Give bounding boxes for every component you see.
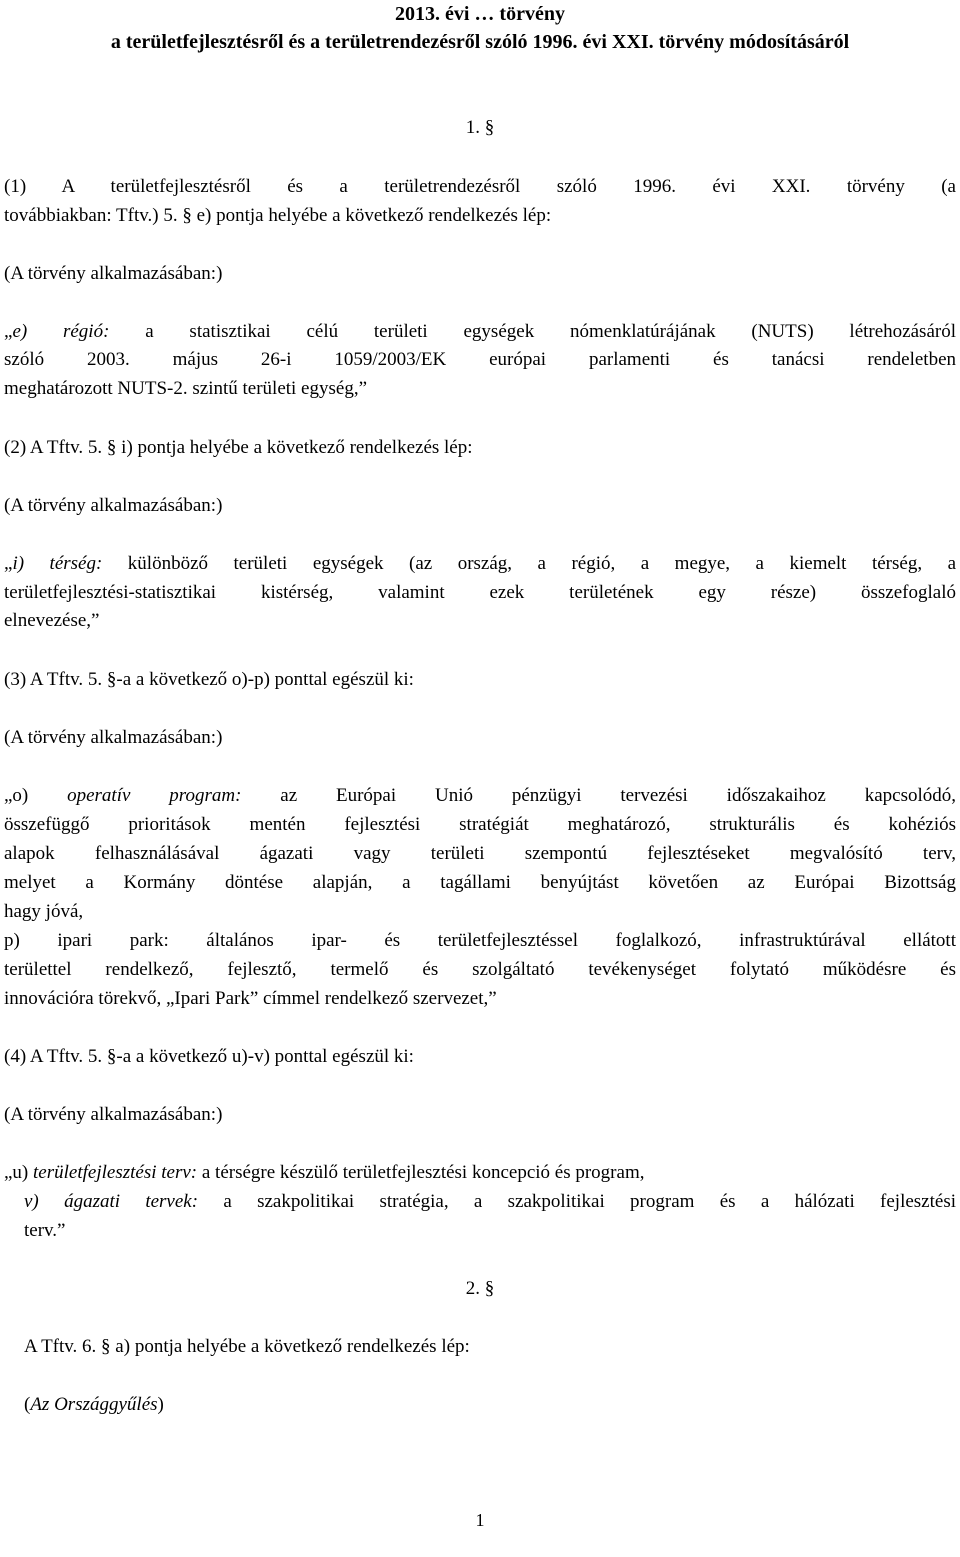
point-e-line-3: meghatározott NUTS-2. szintű területi egység,”	[4, 378, 368, 399]
context-note-2: (A törvény alkalmazásában:)	[4, 495, 223, 516]
point-i-line-2: területfejlesztési-statisztikai kistérség, valamint ezek területének egy része) összefoglaló	[4, 582, 956, 603]
point-e-term: e) régió:	[12, 321, 110, 342]
paragraph-4: (4) A Tftv. 5. §-a a következő u)-v) ponttal egészül ki:	[4, 1046, 414, 1067]
context-note-3: (A törvény alkalmazásában:)	[4, 727, 223, 748]
point-o-line-1: „o) operatív program: az Európai Unió pénzügyi tervezési időszakaihoz kapcsolódó,	[4, 785, 957, 806]
paragraph-3: (3) A Tftv. 5. §-a a következő o)-p) ponttal egészül ki:	[4, 669, 414, 690]
point-e-line-1: „e) régió: a statisztikai célú területi egységek nómenklatúrájának (NUTS) létrehozásáról	[4, 321, 956, 342]
point-e-line-2: szóló 2003. május 26-i 1059/2003/EK európai parlamenti és tanácsi rendeletben	[4, 349, 956, 370]
point-p-line-3: innovációra törekvő, „Ipari Park” címmel rendelkező szervezet,”	[4, 988, 497, 1009]
section-2-context-note: (Az Országgyűlés)	[24, 1394, 164, 1415]
section-2-paragraph-1: A Tftv. 6. § a) pontja helyébe a következő rendelkezés lép:	[24, 1336, 470, 1357]
document-title-line-2: a területfejlesztésről és a területrendezésről szóló 1996. évi XXI. törvény módosításáról	[110, 31, 850, 53]
point-o-line-5: hagy jóvá,	[4, 901, 84, 922]
paragraph-2: (2) A Tftv. 5. § i) pontja helyébe a következő rendelkezés lép:	[4, 437, 473, 458]
point-v-line-1: v) ágazati tervek: a szakpolitikai stratégia, a szakpolitikai program és a hálózati fejlesztési	[24, 1191, 956, 1212]
section-heading-2: 2. §	[465, 1278, 495, 1299]
point-v-term: v) ágazati tervek:	[24, 1191, 199, 1212]
point-o-line-4: melyet a Kormány döntése alapján, a tagállami benyújtást követően az Európai Bizottság	[4, 872, 956, 893]
paragraph-1-line-1: (1) A területfejlesztésről és a területrendezésről szóló 1996. évi XXI. törvény (a	[4, 176, 956, 197]
point-i-term: i) térség:	[12, 553, 103, 574]
paragraph-1-line-2: továbbiakban: Tftv.) 5. § e) pontja helyébe a következő rendelkezés lép:	[4, 205, 552, 226]
document-title-line-1: 2013. évi … törvény	[395, 3, 565, 25]
point-o-line-2: összefüggő prioritások mentén fejlesztési stratégiát meghatározó, strukturális és kohéziós	[4, 814, 956, 835]
point-i-line-3: elnevezése,”	[4, 610, 100, 631]
point-i-line-1: „i) térség: különböző területi egységek (az ország, a régió, a megye, a kiemelt térség, a	[4, 553, 956, 574]
point-o-term: operatív program:	[67, 785, 242, 806]
point-p-line-1: p) ipari park: általános ipar- és területfejlesztéssel foglalkozó, infrastruktúrával ellátott	[4, 930, 956, 951]
page-number: 1	[475, 1510, 485, 1530]
point-o-line-3: alapok felhasználásával ágazati vagy területi szempontú fejlesztéseket megvalósító terv,	[4, 843, 956, 864]
point-p-line-2: területtel rendelkező, fejlesztő, termelő és szolgáltató tevékenységet folytató működésre és	[4, 959, 956, 980]
section-2-context-text: Az Országgyűlés	[30, 1394, 158, 1415]
context-note-1: (A törvény alkalmazásában:)	[4, 263, 223, 284]
point-u-line: „u) területfejlesztési terv: a térségre készülő területfejlesztési koncepció és program,	[4, 1162, 645, 1183]
section-heading-1: 1. §	[465, 117, 495, 138]
context-note-4: (A törvény alkalmazásában:)	[4, 1104, 223, 1125]
point-u-term: területfejlesztési terv:	[33, 1162, 198, 1183]
point-v-line-2: terv.”	[24, 1220, 66, 1241]
